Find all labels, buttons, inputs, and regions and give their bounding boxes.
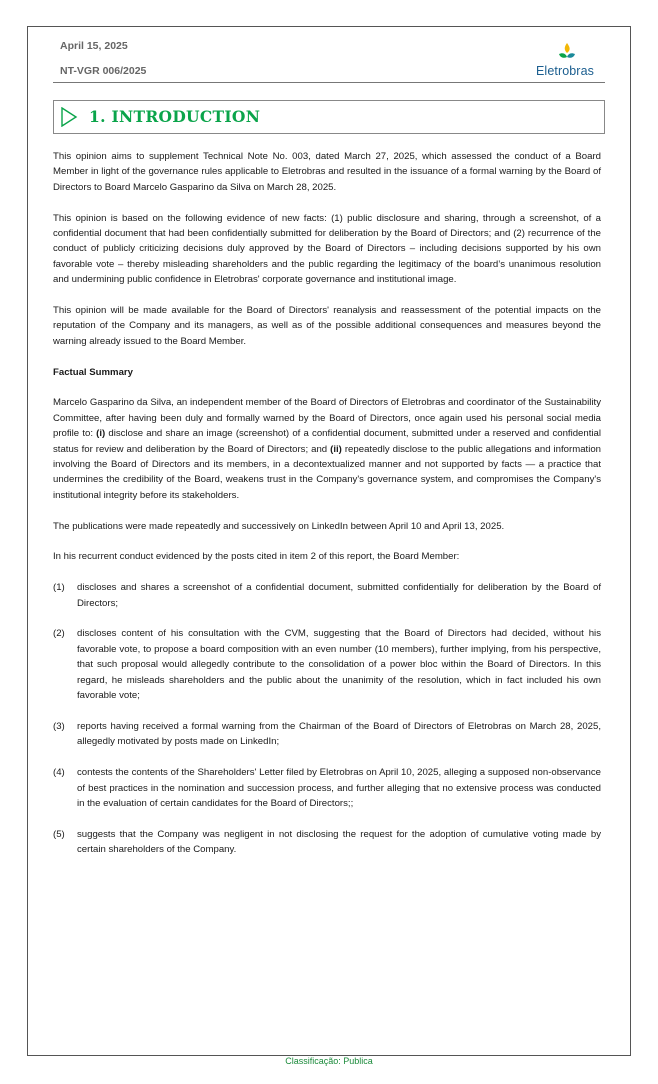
list-item — [53, 765, 601, 811]
list-item-text: discloses and shares a screenshot of a confidential document, submitted confidentially for deliberation by the Board of Directors; — [77, 582, 601, 609]
marker-i: (i) — [96, 428, 106, 440]
list-item-text: reports having received a formal warning from the Chairman of the Board of Directors of Eletrobras on March 28, 2025, allegedly motivated by posts made on LinkedIn; — [77, 720, 601, 748]
list-item — [53, 719, 601, 750]
list-item-number: (5) — [53, 828, 65, 840]
classification-footer: Classificação: Publica — [285, 1056, 373, 1066]
factual-paragraph-2: The publications were made repeatedly and successively on LinkedIn between April 10 and April 13, 2025. — [53, 520, 505, 532]
paragraph-3: This opinion will be made available for the Board of Directors' reanalysis and reassessment of the potential impacts on the reputation of the Company and its managers, as well as of the possible additional consequences and measures beyond the warning already issued to the Board Member. — [53, 305, 601, 347]
factual-paragraph-1 — [53, 395, 601, 503]
list-item — [53, 827, 601, 858]
paragraph-2: This opinion is based on the following evidence of new facts: (1) public disclosure and sharing, through a screenshot, of a confidential document that had been confidentially submitted for deliberation by the Board of Directors; and (2) recurrence of the conduct of publicly criticizing decisions duly approved by the Board of Directors – including decisions supported by his own favorable vote – thereby misleading shareholders and the public regarding the legitimacy of the board’s unanimous resolution and undermining public confidence in Eletrobras' corporate governance and institutional image. — [53, 212, 601, 286]
document-body — [53, 149, 601, 873]
list-item-number: (2) — [53, 628, 65, 640]
play-triangle-icon — [60, 107, 78, 127]
factual-text-a: Marcelo Gasparino da Silva, an independent member of the Board of Directors of Eletrobras and coordinator of the Sustainability Committee, after having been duly and formally warned by the Board of Directors, once again used his personal social media profile to: — [53, 397, 601, 440]
factual-text-b: disclose and share an image (screenshot) of a confidential document, submitted under a reserved and confidential status for review and deliberation by the Board of Directors; and — [53, 428, 601, 455]
logo-wordmark: Eletrobras — [536, 64, 594, 78]
header-divider — [53, 82, 605, 83]
list-item-text: contests the contents of the Shareholders' Letter filed by Eletrobras on April 10, 2025, alleging a supposed non-observance of best practices in the nomination and succession process, and further alleging that no extensive process was conducted in the evaluation of certain candidates for the Board of Directors;; — [77, 767, 601, 809]
list-item-text: suggests that the Company was negligent in not disclosing the request for the adoption of cumulative voting made by certain shareholders of the Company. — [77, 828, 601, 856]
factual-summary-heading: Factual Summary — [53, 366, 133, 378]
eletrobras-flame-icon — [556, 42, 578, 64]
section-header-box — [53, 100, 605, 134]
list-item-number: (4) — [53, 767, 65, 779]
list-item — [53, 580, 601, 611]
document-date: April 15, 2025 — [60, 40, 128, 52]
list-item — [53, 626, 601, 703]
list-item-number: (3) — [53, 720, 65, 732]
list-item-number: (1) — [53, 582, 65, 594]
document-reference: NT-VGR 006/2025 — [60, 65, 147, 77]
factual-paragraph-3: In his recurrent conduct evidenced by the posts cited in item 2 of this report, the Board Member: — [53, 551, 460, 563]
factual-text-c: repeatedly disclose to the public allegations and information involving the Board of Directors and its members, in a decontextualized manner and not supported by facts — a practice that undermines the credibility of the Board, weakens trust in the Company's governance system, and compromises the Company's institutional integrity before its stakeholders. — [53, 443, 601, 501]
paragraph-1: This opinion aims to supplement Technical Note No. 003, dated March 27, 2025, which assessed the conduct of a Board Member in light of the governance rules applicable to Eletrobras and resulted in the issuance of a formal warning by the Board of Directors to Board Marcelo Gasparino da Silva on March 28, 2025. — [53, 151, 601, 193]
eletrobras-logo — [530, 42, 604, 78]
list-item-text: discloses content of his consultation with the CVM, suggesting that the Board of Directors had decided, without his favorable vote, to propose a board composition with an even number (10 members), further implying, from his perspective, that such proposal would allegedly contribute to the consolidation of a power bloc within the Board of Directors. In this regard, he misleads shareholders and the public about the unanimity of the resolution, which in fact included his own favorable vote; — [77, 628, 601, 702]
section-title: 1. INTRODUCTION — [89, 107, 261, 126]
marker-ii: (ii) — [330, 443, 342, 455]
